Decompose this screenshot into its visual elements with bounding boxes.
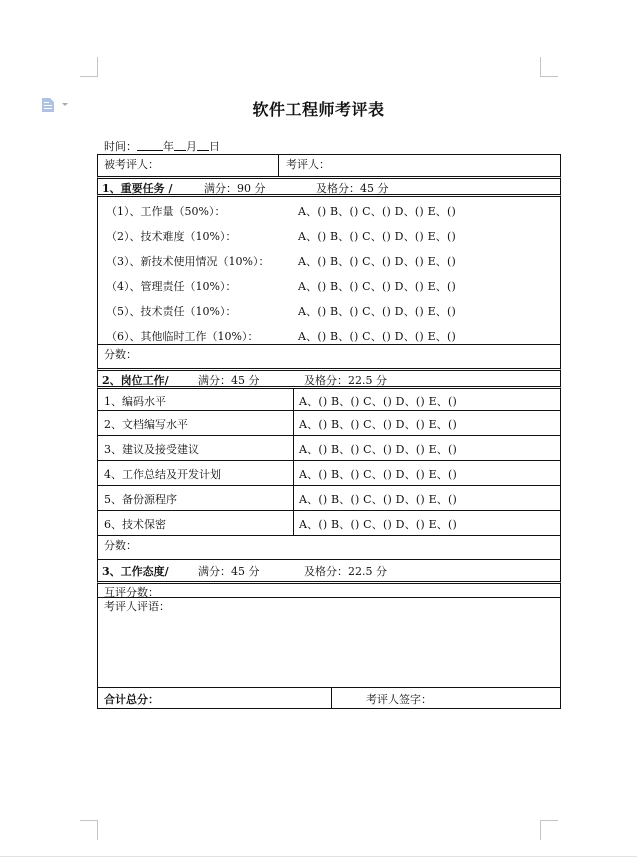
section2-item-row: [97, 386, 561, 410]
section3-pass-score: 及格分：22.5 分: [304, 565, 387, 578]
section1-item-label: （3）、新技术使用情况（10%）：: [106, 255, 270, 268]
comment-label: 考评人评语：: [104, 600, 170, 613]
section1-score-label: 分数：: [104, 348, 137, 361]
section1-score-row[interactable]: [97, 344, 561, 368]
section3-heading: 3、工作态度/: [102, 565, 169, 578]
section1-item-label: （2）、技术难度（10%）：: [106, 230, 237, 243]
evaluatee-label: 被考评人：: [104, 158, 159, 171]
section2-full-score: 满分：45 分: [198, 374, 260, 387]
section3-full-score: 满分：45 分: [198, 565, 260, 578]
section2-item-label: 4、工作总结及开发计划: [104, 468, 221, 481]
total-score-label: 合计总分：: [104, 693, 159, 706]
section2-item-row: [97, 435, 561, 460]
section2-heading: 2、岗位工作/: [102, 374, 169, 387]
margin-corner-bottom-right: [540, 820, 558, 840]
section2-item-label: 6、技术保密: [104, 518, 166, 531]
comment-box[interactable]: [97, 597, 561, 687]
section1-item-label: （1）、工作量（50%）：: [106, 205, 226, 218]
section1-item-options[interactable]: A、() B、() C、() D、() E、(): [298, 305, 456, 318]
section1-full-score: 满分：90 分: [204, 182, 266, 195]
evaluator-label: 考评人：: [286, 158, 330, 171]
section2-pass-score: 及格分：22.5 分: [304, 374, 387, 387]
section3-header: [97, 559, 561, 581]
section2-item-row: [97, 460, 561, 485]
margin-corner-bottom-left: [80, 820, 98, 840]
year-blank[interactable]: [137, 140, 163, 151]
section2-item-label: 1、编码水平: [104, 395, 166, 408]
page-bottom-edge: [0, 856, 637, 857]
section1-item-options[interactable]: A、() B、() C、() D、() E、(): [298, 230, 456, 243]
peer-score-row[interactable]: [97, 581, 561, 597]
month-blank[interactable]: [174, 140, 186, 151]
section2-item-options[interactable]: A、() B、() C、() D、() E、(): [299, 493, 457, 506]
total-row: [97, 687, 561, 709]
section1-item-label: （6）、其他临时工作（10%）：: [106, 330, 259, 343]
signature-label: 考评人签字：: [366, 693, 432, 706]
section1-item-label: （4）、管理责任（10%）：: [106, 280, 237, 293]
section2-item-label: 2、文档编写水平: [104, 418, 188, 431]
section2-header: [97, 368, 561, 386]
day-label: 日: [209, 140, 220, 153]
year-label: 年: [163, 140, 174, 153]
section1-item-options[interactable]: A、() B、() C、() D、() E、(): [298, 330, 456, 343]
names-row: [97, 154, 561, 176]
evaluation-form: [97, 154, 561, 709]
day-blank[interactable]: [197, 140, 209, 151]
section2-item-options[interactable]: A、() B、() C、() D、() E、(): [299, 443, 457, 456]
section2-item-options[interactable]: A、() B、() C、() D、() E、(): [299, 518, 457, 531]
section1-item-label: （5）、技术责任（10%）：: [106, 305, 237, 318]
margin-corner-top-left: [80, 57, 98, 77]
date-label: 时间：: [104, 140, 137, 153]
page-title: 软件工程师考评表: [252, 100, 385, 119]
month-label: 月: [186, 140, 197, 153]
section1-item-options[interactable]: A、() B、() C、() D、() E、(): [298, 280, 456, 293]
section2-item-label: 5、备份源程序: [104, 493, 177, 506]
section2-item-row: [97, 410, 561, 435]
section1-pass-score: 及格分：45 分: [316, 182, 389, 195]
section2-item-options[interactable]: A、() B、() C、() D、() E、(): [299, 395, 457, 408]
section1-items: [97, 194, 561, 344]
section2-score-row[interactable]: [97, 535, 561, 559]
margin-corner-top-right: [540, 57, 558, 77]
section1-header: [97, 176, 561, 194]
section2-item-label: 3、建议及接受建议: [104, 443, 199, 456]
section1-item-options[interactable]: A、() B、() C、() D、() E、(): [298, 205, 456, 218]
date-line: [104, 138, 220, 154]
section2-score-label: 分数：: [104, 539, 137, 552]
section2-item-options[interactable]: A、() B、() C、() D、() E、(): [299, 468, 457, 481]
section1-heading: 1、重要任务 /: [102, 182, 173, 195]
section2-item-row: [97, 510, 561, 535]
section2-item-options[interactable]: A、() B、() C、() D、() E、(): [299, 418, 457, 431]
section2-item-row: [97, 485, 561, 510]
section1-item-options[interactable]: A、() B、() C、() D、() E、(): [298, 255, 456, 268]
peer-score-label: 互评分数：: [104, 586, 159, 599]
